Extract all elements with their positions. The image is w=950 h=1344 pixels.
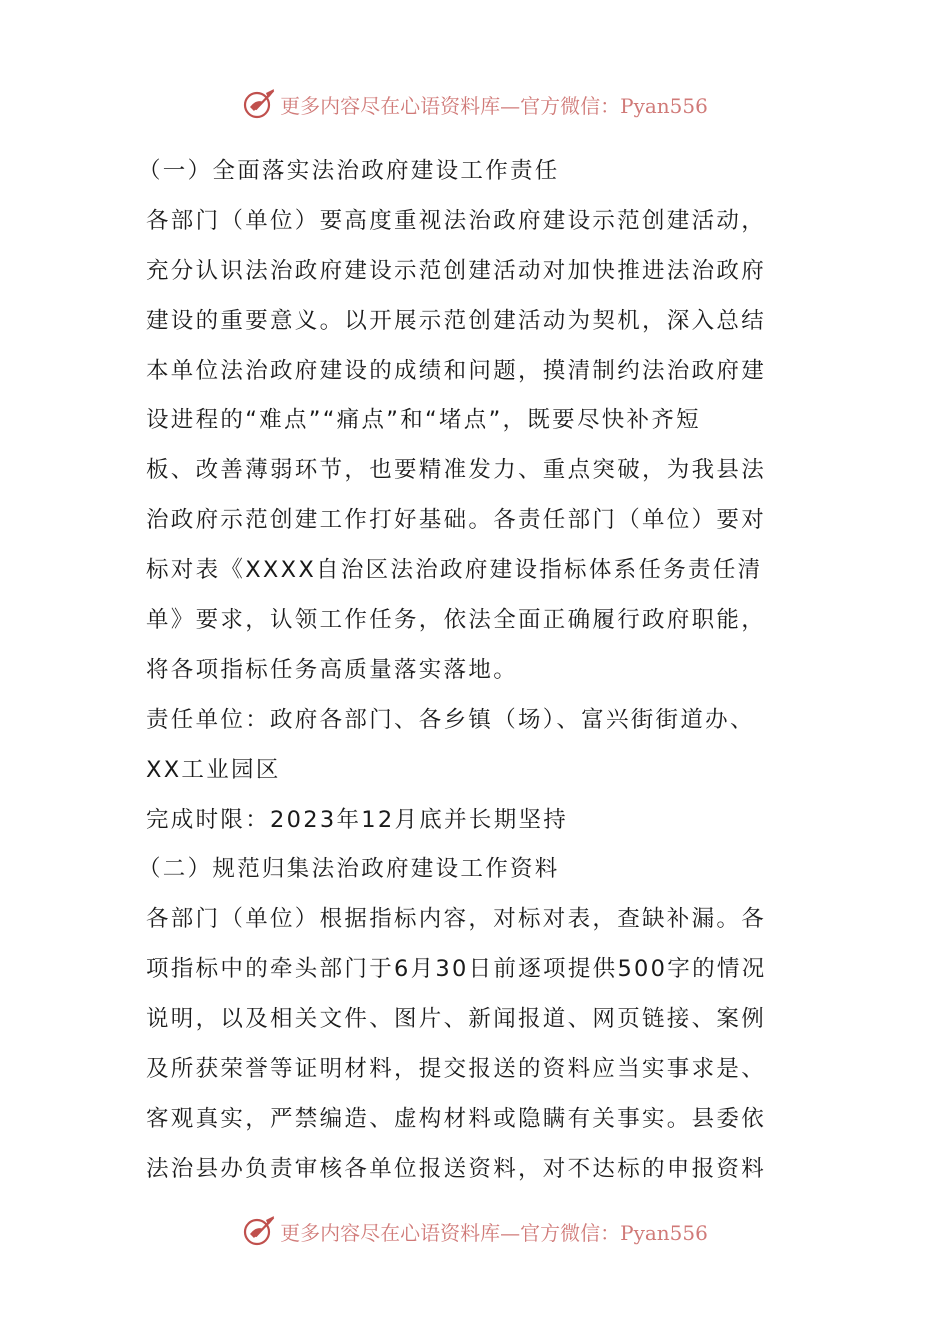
responsible-units-line: XX工业园区: [146, 756, 281, 783]
quill-seal-icon: [242, 1214, 276, 1248]
paragraph-line: 单》要求，认领工作任务，依法全面正确履行政府职能，: [146, 607, 767, 634]
paragraph-line: 板、改善薄弱环节，也要精准发力、重点突破，为我县法: [146, 457, 767, 484]
deadline-line: 完成时限：2023年12月底并长期坚持: [146, 806, 569, 833]
document-body: [138, 147, 826, 1195]
paragraph-line: 治政府示范创建工作打好基础。各责任部门（单位）要对: [146, 507, 767, 534]
paragraph-line: 说明，以及相关文件、图片、新闻报道、网页链接、案例: [146, 1006, 767, 1033]
paragraph-line: 将各项指标任务高质量落实落地。: [146, 656, 519, 683]
paragraph-line: 各部门（单位）要高度重视法治政府建设示范创建活动，: [146, 207, 767, 234]
paragraph-line: 项指标中的牵头部门于6月30日前逐项提供500字的情况: [146, 956, 767, 983]
paragraph-line: 建设的重要意义。以开展示范创建活动为契机，深入总结: [146, 307, 767, 334]
paragraph-line: 及所获荣誉等证明材料，提交报送的资料应当实事求是、: [146, 1056, 767, 1083]
section-heading-1: （一）全面落实法治政府建设工作责任: [138, 158, 560, 184]
responsible-units-line: 责任单位：政府各部门、各乡镇（场）、富兴街街道办、: [146, 706, 755, 733]
section-heading-2: （二）规范归集法治政府建设工作资料: [138, 856, 560, 883]
paragraph-line: 设进程的“难点”“痛点”和“堵点”，既要尽快补齐短: [146, 407, 701, 434]
paragraph-line: 各部门（单位）根据指标内容，对标对表，查缺补漏。各: [146, 906, 767, 933]
watermark-text: 更多内容尽在心语资料库—官方微信：Pyan556: [280, 1220, 708, 1245]
watermark-text: 更多内容尽在心语资料库—官方微信：Pyan556: [280, 93, 708, 118]
paragraph-line: 标对表《XXXX自治区法治政府建设指标体系任务责任清: [146, 557, 763, 584]
header-watermark: [0, 84, 950, 124]
paragraph-line: 法治县办负责审核各单位报送资料，对不达标的申报资料: [146, 1155, 767, 1182]
quill-seal-icon: [242, 87, 276, 121]
paragraph-line: 充分认识法治政府建设示范创建活动对加快推进法治政府: [146, 257, 767, 284]
paragraph-line: 客观真实，严禁编造、虚构材料或隐瞒有关事实。县委依: [146, 1105, 767, 1132]
footer-watermark: [0, 1211, 950, 1251]
paragraph-line: 本单位法治政府建设的成绩和问题，摸清制约法治政府建: [146, 357, 767, 384]
